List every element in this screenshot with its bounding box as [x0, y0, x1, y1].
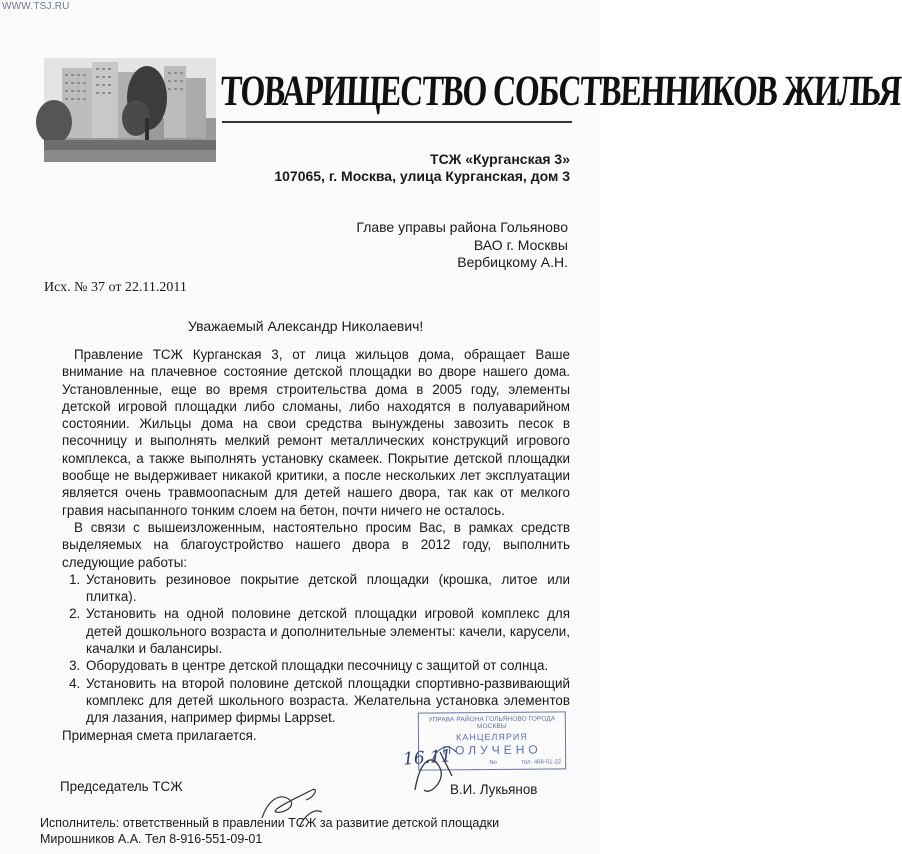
paragraph: В связи с вышеизложенным, настоятельно просим Вас, в рамках средств выделяемых на благоустройство нашего двора в 2012 году, выполнить следующие работы: [62, 519, 570, 570]
list-item: 1. Установить резиновое покрытие детской площадки (крошка, литое или плитка). [84, 571, 570, 606]
footer-contact: Мирошников А.А. Тел 8-916-551-09-01 [40, 832, 263, 846]
watermark: WWW.TSJ.RU [2, 1, 70, 12]
greeting: Уважаемый Александр Николаевич! [188, 318, 424, 334]
list-item: 2. Установить на одной половине детской площадки игровой комплекс для детей дошкольного возраста и дополнительные элементы: качели, карусели, качалки и балансиры. [84, 605, 570, 657]
stamp-number-label: No [489, 759, 497, 767]
header-divider [222, 121, 572, 123]
letter-body [62, 346, 570, 744]
stamp-phone: тел. 466-51-22 [521, 759, 562, 766]
signer-name: В.И. Лукьянов [450, 782, 538, 797]
outgoing-number: Исх. № 37 от 22.11.2011 [44, 280, 187, 295]
org-address: 107065, г. Москва, улица Курганская, дом 3 [274, 168, 570, 184]
recipient-line: Вербицкому А.Н. [457, 254, 568, 270]
request-list [62, 571, 570, 727]
stamp-office: КАНЦЕЛЯРИЯ [456, 731, 528, 743]
chair-title: Председатель ТСЖ [60, 779, 183, 794]
stamp-handwritten-date: 16.11 [402, 746, 453, 770]
org-name: ТСЖ «Курганская 3» [430, 151, 570, 167]
list-item: 4. Установить на второй половине детской площадки спортивно-развивающий комплекс для детей школьного возраста. Желательна установка элементов для лазания, например фирмы Lappset. [84, 675, 570, 727]
recipient-block [356, 219, 568, 272]
building-photo [44, 58, 216, 162]
recipient-line: ВАО г. Москвы [473, 236, 568, 253]
stamp-received: ПОЛУЧЕНО [442, 742, 542, 758]
stamp-authority: УПРАВА РАЙОНА ГОЛЬЯНОВО ГОРОДА МОСКВЫ [428, 715, 556, 731]
footer-executor: Исполнитель: ответственный в правлении ТСЖ за развитие детской площадки [40, 816, 500, 830]
org-title: ТОВАРИЩЕСТВО СОБСТВЕННИКОВ ЖИЛЬЯ [219, 66, 902, 115]
list-item: 3. Оборудовать в центре детской площадки песочницу с защитой от солнца. [84, 657, 570, 674]
paragraph: Правление ТСЖ Курганская 3, от лица жильцов дома, обращает Ваше внимание на плачевное состояние детской площадки во дворе нашего дома. Установленные, еще во время строительства дома в 2005 году, элементы детской игровой площадки либо сломаны, либо находятся в полуаварийном состоянии. Жильцы дома на свои средства вынуждены завозить песок в песочницу и выполнять мелкий ремонт металлических конструкций игрового комплекса, а также выполнять установку скамеек. Покрытие детской площадки вообще не выдерживает никакой критики, а после нескольких лет эксплуатации является очень травмоопасным для детей нашего двора, так как от мелкого гравия насыпанного тонким слоем на бетон, почти ничего не осталось. [62, 347, 570, 518]
recipient-line: Главе управы района Гольяново [356, 219, 568, 235]
estimate-note: Примерная смета прилагается. [62, 727, 257, 743]
